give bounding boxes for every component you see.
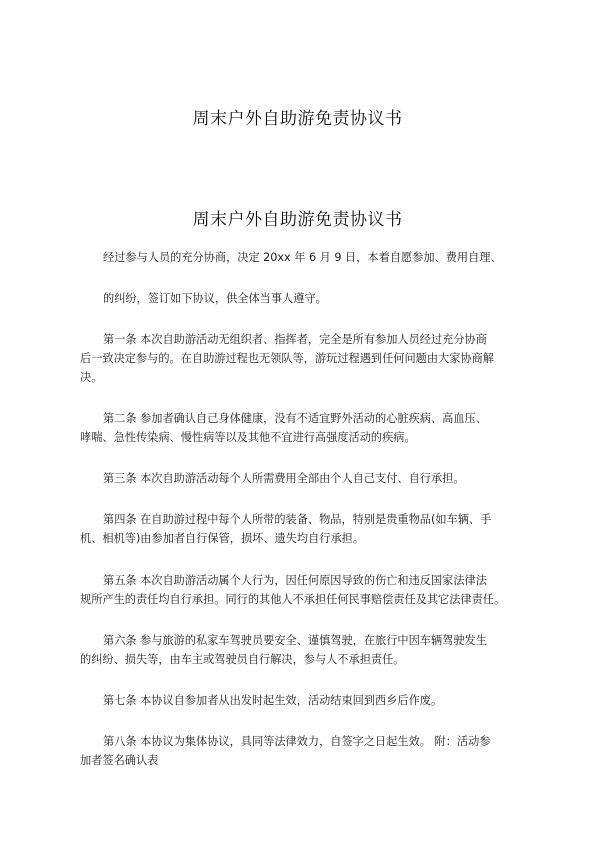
article-5-line-2: 规所产生的责任均自行承担。同行的其他人不承担任何民事赔偿责任及其它法律责任。	[80, 593, 506, 606]
intro-line-2: 的纠纷，签订如下协议，供全体当事人遵守。	[103, 292, 327, 305]
article-8-line-2: 加者签名确认表	[80, 754, 159, 767]
article-5-line-1: 第五条 本次自助游活动属个人行为，因任何原因导致的伤亡和违反国家法律法	[103, 574, 487, 587]
document-title: 周末户外自助游免责协议书	[192, 210, 403, 230]
article-2-line-2: 哮喘、急性传染病、慢性病等以及其他不宜进行高强度活动的疾病。	[80, 431, 416, 444]
intro-line-1: 经过参与人员的充分协商，决定 20xx 年 6 月 9 日，本着自愿参加、费用自理、	[103, 251, 502, 264]
article-1-line-2: 后一致决定参与的。在自助游过程也无领队等，游玩过程遇到任何问题由大家协商解	[80, 352, 494, 365]
article-6-line-1: 第六条 参与旅游的私家车驾驶员要安全、谨慎驾驶，在旅行中因车辆驾驶发生	[103, 634, 487, 647]
header-title: 周末户外自助游免责协议书	[192, 109, 403, 129]
article-7-line-1: 第七条 本协议自参加者从出发时起生效，活动结束回到西乡后作废。	[103, 694, 443, 707]
article-2-line-1: 第二条 参加者确认自己身体健康，没有不适宜野外活动的心脏疾病、高血压、	[103, 412, 487, 425]
article-1-line-3: 决。	[80, 371, 103, 384]
article-3-line-1: 第三条 本次自助游活动每个人所需费用全部由个人自己支付、自行承担。	[103, 472, 465, 485]
article-1-line-1: 第一条 本次自助游活动无组织者、指挥者，完全是所有参加人员经过充分协商	[103, 333, 487, 346]
article-8-line-1: 第八条 本协议为集体协议，具同等法律效力，自签字之日起生效。 附：活动参	[103, 735, 491, 748]
article-4-line-1: 第四条 在自助游过程中每个人所带的装备、物品，特别是贵重物品(如车辆、手	[103, 513, 492, 526]
article-6-line-2: 的纠纷、损失等，由车主或驾驶员自行解决，参与人不承担责任。	[80, 653, 405, 666]
article-4-line-2: 机、相机等)由参加者自行保管，损坏、遗失均自行承担。	[80, 532, 365, 545]
